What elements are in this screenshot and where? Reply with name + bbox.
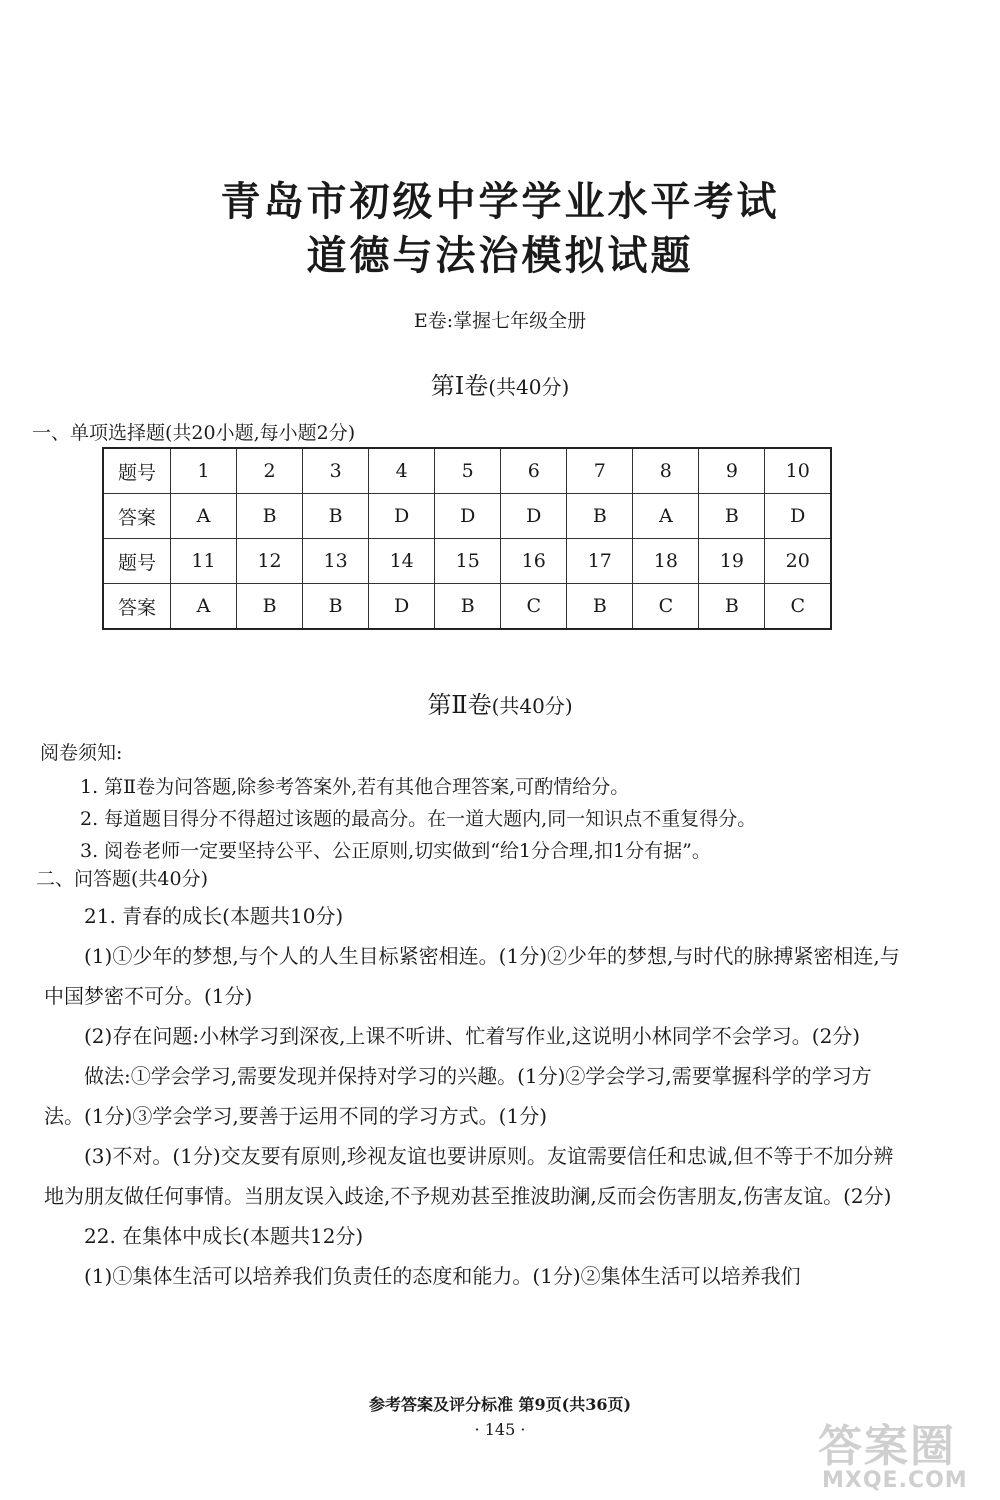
table-row — [103, 584, 831, 630]
answer-cell: A — [171, 584, 237, 630]
question-number: 6 — [501, 448, 567, 494]
answer-cell: B — [435, 584, 501, 630]
answer-cell: A — [633, 494, 699, 539]
answer-cell: B — [237, 494, 303, 539]
page-title: 青岛市初级中学学业水平考试 — [220, 179, 780, 225]
question-number: 14 — [369, 539, 435, 584]
part2-score: (共40分) — [491, 694, 573, 718]
answer-cell: C — [501, 584, 567, 630]
part1-score: (共40分) — [488, 375, 570, 399]
notice-item: 2. 每道题目得分不得超过该题的最高分。在一道大题内,同一知识点不重复得分。 — [80, 808, 757, 830]
answer-cell: A — [171, 494, 237, 539]
answer-cell: D — [501, 494, 567, 539]
answer-cell: C — [765, 584, 831, 630]
answer-cell: B — [237, 584, 303, 630]
question-number: 16 — [501, 539, 567, 584]
question-number: 4 — [369, 448, 435, 494]
section1-heading: 一、单项选择题(共20小题,每小题2分) — [32, 422, 356, 444]
question-number: 13 — [303, 539, 369, 584]
part2-title: 第Ⅱ卷 — [427, 691, 492, 719]
table-row — [103, 539, 831, 584]
answer-cell: B — [567, 494, 633, 539]
answer-cell: B — [699, 494, 765, 539]
answer-table — [102, 447, 832, 630]
question-number: 20 — [765, 539, 831, 584]
notice-item: 3. 阅卷老师一定要坚持公平、公正原则,切实做到“给1分合理,扣1分有据”。 — [80, 840, 711, 862]
row-label: 答案 — [103, 584, 171, 630]
answer-cell: D — [765, 494, 831, 539]
question-number: 3 — [303, 448, 369, 494]
answer-paragraph: (3)不对。(1分)交友要有原则,珍视友谊也要讲原则。友谊需要信任和忠诚,但不等于不加分辨地为朋友做任何事情。当朋友误入歧途,不予规劝甚至推波助澜,反而会伤害朋友,伤害友谊。(2分) — [44, 1144, 894, 1208]
footer-caption: 参考答案及评分标准 第9页(共36页) — [368, 1395, 632, 1414]
watermark-text: 答案圈 — [818, 1421, 956, 1472]
part2-heading — [0, 685, 1000, 720]
answer-cell: B — [303, 494, 369, 539]
question-title: 22. 在集体中成长(本题共12分) — [84, 1224, 364, 1248]
page-number: · 145 · — [474, 1420, 526, 1439]
page-subtitle: 道德与法治模拟试题 — [306, 233, 694, 279]
part1-heading — [0, 366, 1000, 401]
notice-item: 1. 第Ⅱ卷为问答题,除参考答案外,若有其他合理答案,可酌情给分。 — [80, 776, 630, 798]
question-number: 19 — [699, 539, 765, 584]
answer-body — [44, 896, 904, 1296]
table-row — [103, 448, 831, 494]
answer-paragraph: (1)①少年的梦想,与个人的人生目标紧密相连。(1分)②少年的梦想,与时代的脉搏紧密相连,与中国梦密不可分。(1分) — [44, 944, 900, 1008]
question-number: 11 — [171, 539, 237, 584]
answer-cell: D — [435, 494, 501, 539]
answer-cell: D — [369, 584, 435, 630]
section2-heading: 二、问答题(共40分) — [36, 868, 209, 890]
volume-label: E卷:掌握七年级全册 — [413, 310, 587, 332]
row-label: 答案 — [103, 494, 171, 539]
answer-cell: D — [369, 494, 435, 539]
question-number: 7 — [567, 448, 633, 494]
part1-title: 第Ⅰ卷 — [430, 372, 489, 400]
answer-cell: B — [303, 584, 369, 630]
question-number: 8 — [633, 448, 699, 494]
question-number: 2 — [237, 448, 303, 494]
watermark-url: MXQE.COM — [822, 1468, 968, 1493]
question-number: 5 — [435, 448, 501, 494]
question-number: 18 — [633, 539, 699, 584]
question-number: 15 — [435, 539, 501, 584]
answer-paragraph: (2)存在问题:小林学习到深夜,上课不听讲、忙着写作业,这说明小林同学不会学习。(2分) — [84, 1024, 861, 1048]
watermark-logo — [810, 1410, 1000, 1500]
notice-title: 阅卷须知: — [40, 742, 123, 764]
answer-cell: C — [633, 584, 699, 630]
table-row — [103, 494, 831, 539]
answer-paragraph: 做法:①学会学习,需要发现并保持对学习的兴趣。(1分)②学会学习,需要掌握科学的学习方法。(1分)③学会学习,要善于运用不同的学习方式。(1分) — [44, 1064, 872, 1128]
answer-cell: B — [699, 584, 765, 630]
question-number: 9 — [699, 448, 765, 494]
answer-paragraph: (1)①集体生活可以培养我们负责任的态度和能力。(1分)②集体生活可以培养我们 — [84, 1264, 801, 1288]
answer-cell: B — [567, 584, 633, 630]
row-label: 题号 — [103, 539, 171, 584]
question-title: 21. 青春的成长(本题共10分) — [84, 904, 344, 928]
question-number: 10 — [765, 448, 831, 494]
question-number: 17 — [567, 539, 633, 584]
row-label: 题号 — [103, 448, 171, 494]
question-number: 12 — [237, 539, 303, 584]
question-number: 1 — [171, 448, 237, 494]
